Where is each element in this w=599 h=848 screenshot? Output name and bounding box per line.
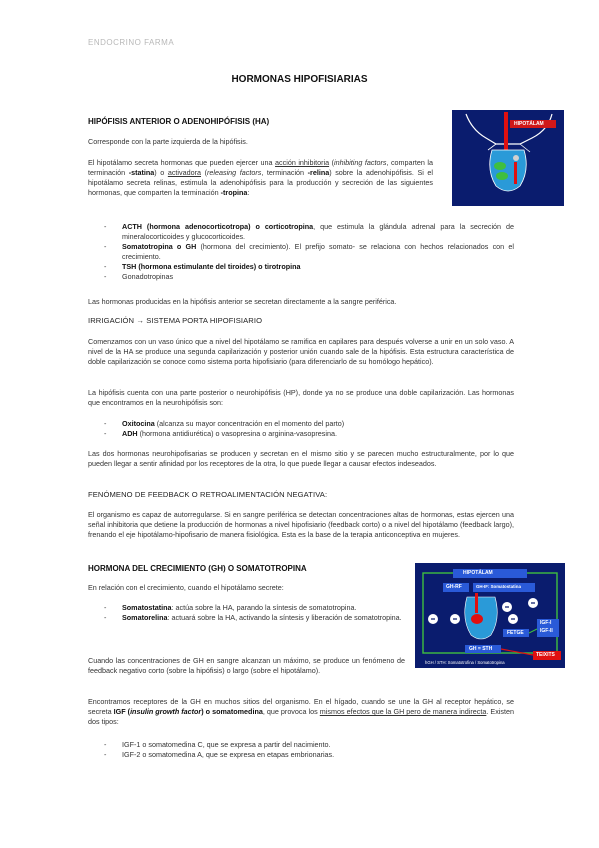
list-item: - TSH (hormona estimulante del tiroides) o tirotropina — [104, 262, 514, 272]
gh-regulator-list — [104, 603, 404, 623]
list-item: - Somatorelina: actuará sobre la HA, activando la síntesis y liberación de somatotropina. — [104, 613, 404, 623]
hormone-list — [104, 222, 514, 282]
igf-list — [104, 740, 514, 760]
figure-label: GH-RF — [446, 584, 462, 590]
paragraph: Cuando las concentraciones de GH en sangre alcanzan un máximo, se produce un fenómeno de feedback negativo corto (sobre la hipófisis) o largo (sobre el hipotálamo). — [88, 656, 405, 675]
figure-label: FETGE — [507, 630, 524, 636]
paragraph: El organismo es capaz de autorregularse. Si en sangre periférica se detectan concentraciones altas de hormonas, estas ejercen una señal inhibitoria que detiene la producción de hormonas a nivel hipofisiario (feedback corto) o a nivel del hipotálamo (feedback largo), frenando el eje hipotálamo-hipofisario de manera fisiológica. Esta es la base de la terapia anticonceptiva en mujeres. — [88, 510, 514, 539]
figure-label: HIPOTÁLAM — [514, 121, 544, 127]
hypothalamus-diagram — [452, 110, 564, 206]
page-title: HORMONAS HIPOFISIARIAS — [231, 74, 368, 85]
paragraph: La hipófisis cuenta con una parte posterior o neurohipófisis (HP), donde ya no se produce una doble capilarización. Las hormonas que encontramos en la neurohipófisis son: — [88, 388, 514, 407]
gh-feedback-diagram — [415, 563, 565, 668]
running-header: ENDOCRINO FARMA — [88, 38, 175, 47]
list-item: - Gonadotropinas — [104, 272, 514, 282]
list-item: - IGF-2 o somatomedina A, que se expresa en etapas embrionarias. — [104, 750, 514, 760]
paragraph: Corresponde con la parte izquierda de la hipófisis. — [88, 137, 248, 146]
list-item: - ACTH (hormona adenocorticotropa) o corticotropina, que estimula la glándula adrenal para la secreción de mineralocorticoides y glucocorticoides. — [104, 222, 514, 242]
list-item: - Oxitocina (alcanza su mayor concentración en el momento del parto) — [104, 419, 514, 429]
figure-label: IGF-I — [540, 620, 552, 626]
section-heading-feedback: FENÓMENO DE FEEDBACK O RETROALIMENTACIÓN NEGATIVA: — [88, 490, 328, 499]
paragraph: Las dos hormonas neurohipofisarias se producen y secretan en el mismo sitio y se parecen mucho estructuralmente, por lo que pueden llegar a sentir afinidad por los receptores de la otra, lo que puede llegar a causar efectos indeseados. — [88, 449, 514, 468]
list-item: - Somatostatina: actúa sobre la HA, parando la síntesis de somatotropina. — [104, 603, 404, 613]
hypothalamus-illustration — [452, 110, 564, 206]
paragraph: El hipotálamo secreta hormonas que pueden ejercer una acción inhibitoria (inhibiting factors, comparten la terminación -statina) o activadora (releasing factors, terminación -relina) sobre la adenohipófisis. Si el hipotálamo secreta relinas, estimula la adenohipófisis para la producción y secreción de las siguientes hormonas, que comparten la terminación -tropina: — [88, 158, 434, 197]
paragraph: Las hormonas producidas en la hipófisis anterior se secretan directamente a la sangre periférica. — [88, 297, 397, 306]
section-heading-gh: HORMONA DEL CRECIMIENTO (GH) O SOMATOTROPINA — [88, 564, 307, 573]
neurohypophysis-hormone-list — [104, 419, 514, 439]
figure-label: hGH / STH: Somatotrofina / Somatotropina — [425, 660, 505, 665]
list-item: - ADH (hormona antidiurética) o vasopresina o arginina-vasopresina. — [104, 429, 514, 439]
section-heading-adenohipofisis: HIPÓFISIS ANTERIOR O ADENOHIPÓFISIS (HA) — [88, 117, 270, 126]
figure-label: GH-IF: Somatostatina — [476, 584, 521, 589]
paragraph: Comenzamos con un vaso único que a nivel del hipotálamo se ramifica en capilares para después volverse a unir en un solo vaso. A nivel de la HA se produce una segunda capilarización y posterior unión cuando sale de la hipófisis. Esta estructura característica de doble capilarización se conoce como sistema porta hipofisiario (para diferenciarlo de su homólogo hepático). — [88, 337, 514, 366]
figure-label: HIPOTÁLAM — [463, 570, 493, 576]
list-item: - Somatotropina o GH (hormona del crecimiento). El prefijo somato- se relaciona con hechos relacionados con el crecimiento. — [104, 242, 514, 262]
figure-label: GH = STH — [469, 646, 493, 652]
paragraph: En relación con el crecimiento, cuando el hipotálamo secrete: — [88, 583, 284, 592]
list-item: - IGF-1 o somatomedina C, que se expresa a partir del nacimiento. — [104, 740, 514, 750]
figure-label: TEIXITS — [536, 652, 555, 658]
section-heading-irrigacion: IRRIGACIÓN → SISTEMA PORTA HIPOFISIARIO — [88, 316, 263, 325]
paragraph: Encontramos receptores de la GH en muchos sitios del organismo. En el hígado, cuando se une la GH al receptor hepático, se secreta IGF (insulin growth factor) o somatomedina, que provoca los mismos efectos que la GH pero de manera indirecta. Existen dos tipos: — [88, 697, 514, 726]
figure-label: IGF-II — [540, 628, 553, 634]
